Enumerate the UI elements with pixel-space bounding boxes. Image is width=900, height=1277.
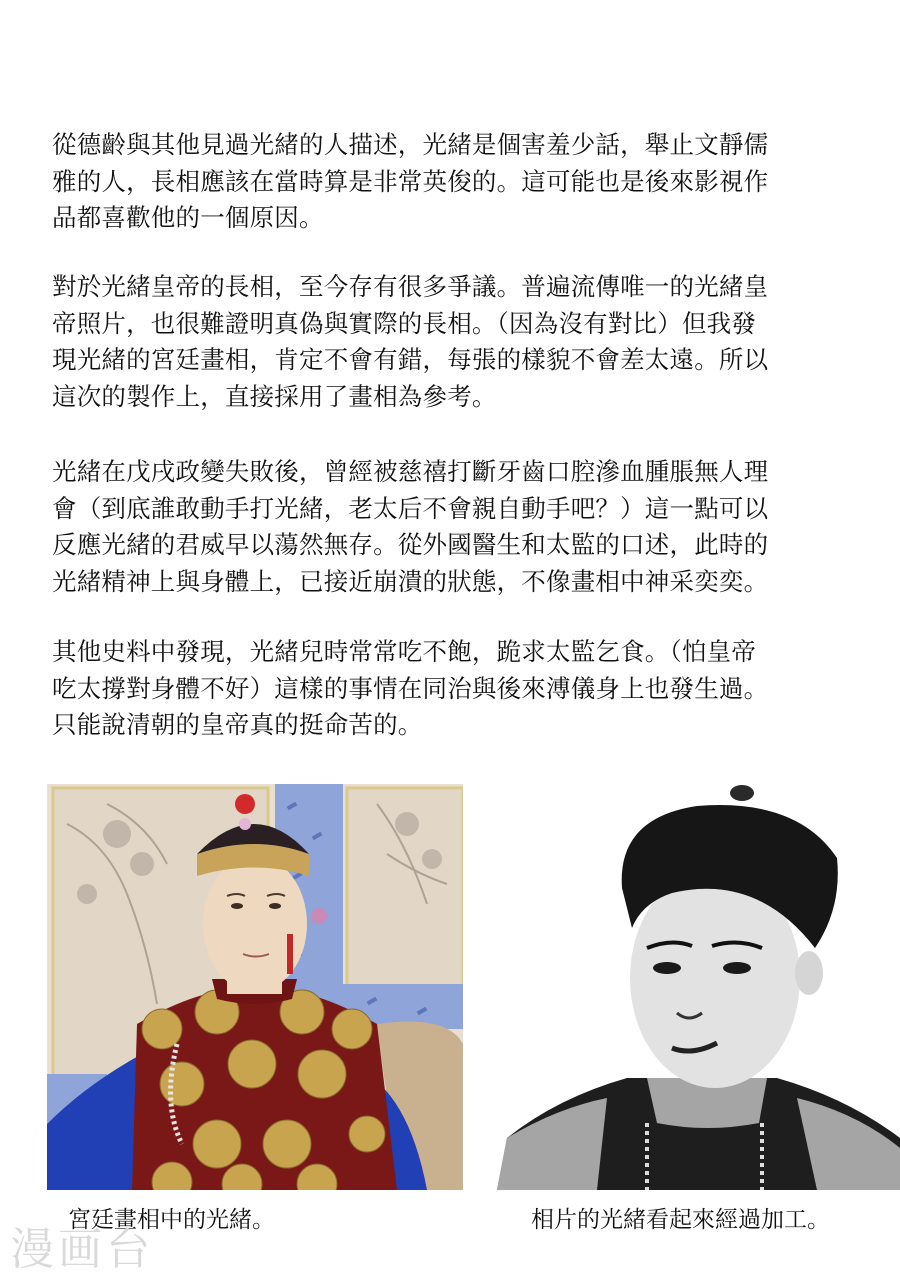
text-line: 現光緒的宮廷畫相，肯定不會有錯，每張的樣貌不會差太遠。所以	[52, 345, 769, 374]
paragraph-1	[52, 127, 852, 237]
text-line: 反應光緒的君威早以蕩然無存。從外國醫生和太監的口述，此時的	[52, 530, 769, 559]
photograph-image	[497, 778, 900, 1190]
text-line: 對於光緒皇帝的長相，至今存有很多爭議。普遍流傳唯一的光緒皇	[52, 272, 769, 301]
text-line: 帝照片，也很難證明真偽與實際的長相。（因為沒有對比）但我發	[52, 308, 757, 338]
text-line: 從德齡與其他見過光緒的人描述，光緒是個害羞少話，舉止文靜儒	[52, 130, 769, 159]
text-line: 其他史料中發現，光緒兒時常常吃不飽，跪求太監乞食。（怕皇帝	[52, 637, 757, 666]
text-line: 吃太撐對身體不好）這樣的事情在同治與後來溥儀身上也發生過。	[52, 673, 769, 703]
text-line: 只能說清朝的皇帝真的挺命苦的。	[52, 710, 423, 739]
caption-court-painting: 宮廷畫相中的光緒。	[68, 1207, 275, 1233]
caption-photograph: 相片的光緒看起來經過加工。	[531, 1207, 830, 1233]
text-line: 光緒在戊戌政變失敗後，曾經被慈禧打斷牙齒口腔滲血腫脹無人理	[52, 457, 769, 486]
paragraph-4	[52, 634, 852, 744]
portrait-photo-illustration	[497, 778, 900, 1190]
court-painting-image	[47, 784, 463, 1190]
text-line: 品都喜歡他的一個原因。	[52, 203, 324, 232]
text-line: 光緒精神上與身體上，已接近崩潰的狀態，不像畫相中神采奕奕。	[52, 566, 769, 596]
portrait-painting-illustration	[47, 784, 463, 1190]
text-line: 這次的製作上，直接採用了畫相為參考。	[52, 381, 497, 411]
paragraph-2	[52, 269, 852, 415]
paragraph-3	[52, 454, 852, 600]
watermark-logo: 漫画台	[10, 1224, 154, 1275]
text-line: 雅的人，長相應該在當時算是非常英俊的。這可能也是後來影視作	[52, 166, 769, 196]
text-line: 會（到底誰敢動手打光緒，老太后不會親自動手吧？）這一點可以	[52, 493, 769, 523]
